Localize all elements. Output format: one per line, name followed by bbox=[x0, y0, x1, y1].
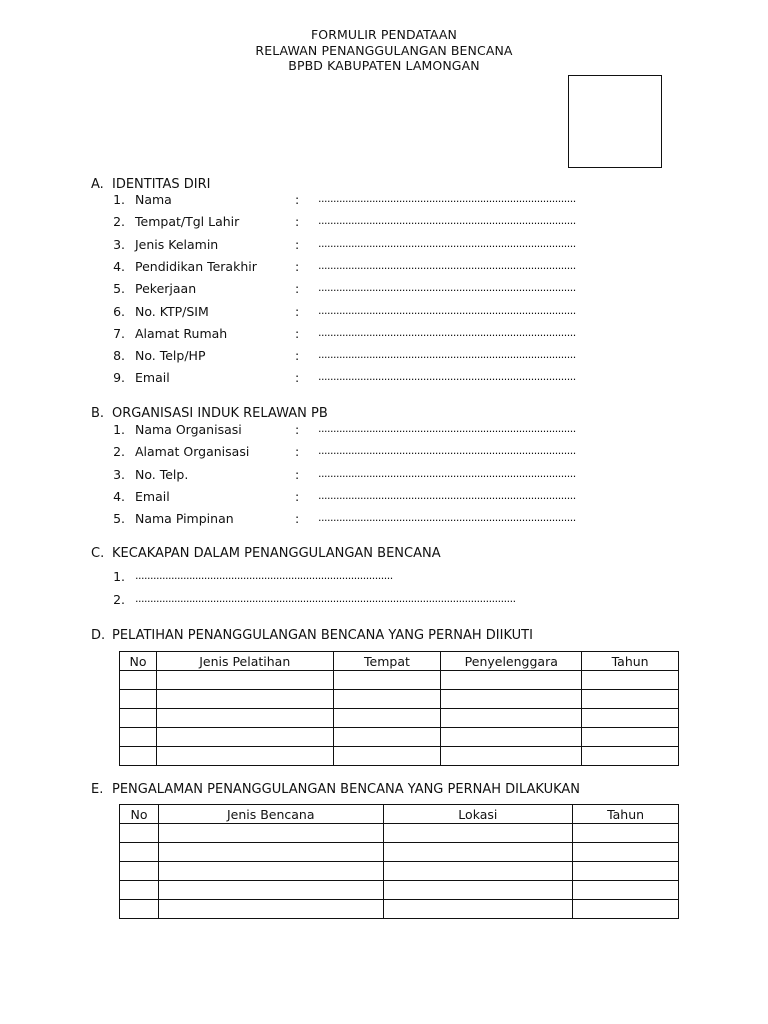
training-table-header bbox=[120, 652, 679, 671]
column-header-training-type: Jenis Pelatihan bbox=[156, 652, 333, 671]
table-cell[interactable] bbox=[582, 709, 679, 728]
form-title-line-1: FORMULIR PENDATAAN bbox=[311, 27, 457, 42]
field-number: 7. bbox=[113, 325, 125, 341]
table-cell[interactable] bbox=[582, 690, 679, 709]
table-cell[interactable] bbox=[441, 690, 582, 709]
field-separator: : bbox=[295, 370, 300, 386]
table-row bbox=[120, 862, 679, 881]
field-number: 4. bbox=[113, 488, 125, 504]
table-cell[interactable] bbox=[441, 728, 582, 747]
field-label: Pekerjaan bbox=[135, 281, 197, 297]
table-cell[interactable] bbox=[156, 747, 333, 766]
table-cell[interactable] bbox=[573, 824, 679, 843]
field-number: 1. bbox=[113, 422, 125, 437]
field-label: Email bbox=[135, 488, 170, 504]
field-label: Tempat/Tgl Lahir bbox=[135, 214, 240, 230]
table-cell[interactable] bbox=[383, 900, 573, 919]
table-cell[interactable] bbox=[582, 728, 679, 747]
table-cell[interactable] bbox=[120, 690, 157, 709]
field-number: 2. bbox=[113, 444, 125, 460]
field-input[interactable]: ...................................................................................... bbox=[318, 488, 576, 502]
table-row bbox=[120, 690, 679, 709]
field-input[interactable]: ...................................................................................... bbox=[318, 258, 576, 272]
table-cell[interactable] bbox=[158, 862, 383, 881]
field-label: Nama bbox=[135, 192, 172, 207]
skill-item-1-input[interactable]: ...................................................................................... bbox=[135, 569, 393, 582]
field-input[interactable]: ...................................................................................... bbox=[318, 214, 576, 228]
column-header-year: Tahun bbox=[582, 652, 679, 671]
table-cell[interactable] bbox=[156, 690, 333, 709]
experience-table bbox=[119, 804, 679, 919]
table-row bbox=[120, 824, 679, 843]
table-cell[interactable] bbox=[333, 671, 441, 690]
field-input[interactable]: ...................................................................................... bbox=[318, 281, 576, 295]
column-header-place: Tempat bbox=[333, 652, 441, 671]
section-c-title: KECAKAPAN DALAM PENANGGULANGAN BENCANA bbox=[112, 546, 441, 561]
field-separator: : bbox=[295, 258, 300, 274]
column-header-organizer: Penyelenggara bbox=[441, 652, 582, 671]
skill-item-number: 2. bbox=[113, 592, 125, 607]
table-cell[interactable] bbox=[120, 709, 157, 728]
field-input[interactable]: ...................................................................................... bbox=[318, 444, 576, 458]
table-cell[interactable] bbox=[573, 900, 679, 919]
field-label: Jenis Kelamin bbox=[135, 236, 219, 252]
field-number: 1. bbox=[113, 192, 125, 207]
field-number: 2. bbox=[113, 214, 125, 230]
section-d-letter: D. bbox=[91, 628, 106, 643]
table-cell[interactable] bbox=[582, 747, 679, 766]
field-number: 5. bbox=[113, 511, 125, 527]
skill-item-2-input[interactable]: ............................................................................................................................... bbox=[135, 592, 516, 605]
field-input[interactable]: ...................................................................................... bbox=[318, 466, 576, 480]
table-cell[interactable] bbox=[120, 862, 159, 881]
table-cell[interactable] bbox=[158, 881, 383, 900]
form-title-line-3: BPBD KABUPATEN LAMONGAN bbox=[288, 58, 480, 73]
field-separator: : bbox=[295, 466, 300, 482]
field-separator: : bbox=[295, 214, 300, 230]
table-cell[interactable] bbox=[383, 843, 573, 862]
field-label: Nama Pimpinan bbox=[135, 511, 234, 527]
training-table bbox=[119, 651, 679, 766]
field-input[interactable]: ...................................................................................... bbox=[318, 511, 576, 525]
table-row bbox=[120, 843, 679, 862]
section-a-letter: A. bbox=[91, 177, 104, 192]
table-cell[interactable] bbox=[573, 881, 679, 900]
field-label: Alamat Organisasi bbox=[135, 444, 250, 460]
table-cell[interactable] bbox=[158, 843, 383, 862]
skill-item-number: 1. bbox=[113, 569, 125, 584]
field-label: Email bbox=[135, 370, 170, 386]
table-row bbox=[120, 728, 679, 747]
column-header-year: Tahun bbox=[573, 805, 679, 824]
table-cell[interactable] bbox=[120, 900, 159, 919]
field-input[interactable]: ...................................................................................... bbox=[318, 192, 576, 205]
field-input[interactable]: ...................................................................................... bbox=[318, 422, 576, 435]
experience-table-header bbox=[120, 805, 679, 824]
table-cell[interactable] bbox=[120, 671, 157, 690]
field-input[interactable]: ...................................................................................... bbox=[318, 370, 576, 384]
table-cell[interactable] bbox=[573, 862, 679, 881]
table-cell[interactable] bbox=[333, 747, 441, 766]
section-e-title: PENGALAMAN PENANGGULANGAN BENCANA YANG PERNAH DILAKUKAN bbox=[112, 782, 581, 797]
column-header-disaster-type: Jenis Bencana bbox=[158, 805, 383, 824]
section-e-letter: E. bbox=[91, 782, 104, 797]
table-cell[interactable] bbox=[120, 824, 159, 843]
table-cell[interactable] bbox=[120, 843, 159, 862]
field-separator: : bbox=[295, 236, 300, 252]
column-header-no: No bbox=[120, 805, 159, 824]
column-header-no: No bbox=[120, 652, 157, 671]
table-cell[interactable] bbox=[441, 671, 582, 690]
table-cell[interactable] bbox=[333, 690, 441, 709]
field-number: 4. bbox=[113, 258, 125, 274]
field-label: No. KTP/SIM bbox=[135, 303, 209, 319]
table-cell[interactable] bbox=[441, 709, 582, 728]
field-separator: : bbox=[295, 422, 300, 437]
section-b-title: ORGANISASI INDUK RELAWAN PB bbox=[112, 406, 328, 421]
table-cell[interactable] bbox=[120, 881, 159, 900]
table-cell[interactable] bbox=[383, 881, 573, 900]
field-separator: : bbox=[295, 281, 300, 297]
field-separator: : bbox=[295, 511, 300, 527]
column-header-location: Lokasi bbox=[383, 805, 573, 824]
table-cell[interactable] bbox=[158, 900, 383, 919]
field-label: Pendidikan Terakhir bbox=[135, 258, 257, 274]
field-separator: : bbox=[295, 303, 300, 319]
section-c-letter: C. bbox=[91, 546, 105, 561]
table-cell[interactable] bbox=[573, 843, 679, 862]
field-label: Nama Organisasi bbox=[135, 422, 242, 437]
field-number: 6. bbox=[113, 303, 125, 319]
table-cell[interactable] bbox=[158, 824, 383, 843]
section-d-title: PELATIHAN PENANGGULANGAN BENCANA YANG PERNAH DIIKUTI bbox=[112, 628, 533, 643]
table-cell[interactable] bbox=[333, 709, 441, 728]
table-cell[interactable] bbox=[120, 728, 157, 747]
table-cell[interactable] bbox=[441, 747, 582, 766]
table-cell[interactable] bbox=[383, 862, 573, 881]
field-number: 9. bbox=[113, 370, 125, 386]
field-number: 5. bbox=[113, 281, 125, 297]
table-row bbox=[120, 709, 679, 728]
photo-box[interactable] bbox=[568, 75, 662, 168]
table-cell[interactable] bbox=[582, 671, 679, 690]
field-label: Alamat Rumah bbox=[135, 325, 228, 341]
field-input[interactable]: ...................................................................................... bbox=[318, 303, 576, 317]
field-separator: : bbox=[295, 325, 300, 341]
form-title-line-2: RELAWAN PENANGGULANGAN BENCANA bbox=[255, 43, 513, 58]
field-separator: : bbox=[295, 444, 300, 460]
table-cell[interactable] bbox=[156, 709, 333, 728]
field-number: 3. bbox=[113, 466, 125, 482]
field-label: No. Telp/HP bbox=[135, 348, 206, 364]
table-cell[interactable] bbox=[156, 728, 333, 747]
table-row bbox=[120, 881, 679, 900]
field-input[interactable]: ...................................................................................... bbox=[318, 348, 576, 362]
table-row bbox=[120, 671, 679, 690]
field-separator: : bbox=[295, 348, 300, 364]
table-row bbox=[120, 747, 679, 766]
table-cell[interactable] bbox=[156, 671, 333, 690]
field-number: 8. bbox=[113, 348, 125, 364]
field-separator: : bbox=[295, 192, 300, 207]
field-number: 3. bbox=[113, 236, 125, 252]
table-cell[interactable] bbox=[333, 728, 441, 747]
field-label: No. Telp. bbox=[135, 466, 189, 482]
table-cell[interactable] bbox=[120, 747, 157, 766]
section-a-title: IDENTITAS DIRI bbox=[112, 177, 211, 192]
section-b-letter: B. bbox=[91, 406, 105, 421]
table-row bbox=[120, 900, 679, 919]
field-input[interactable]: ...................................................................................... bbox=[318, 236, 576, 250]
field-input[interactable]: ...................................................................................... bbox=[318, 325, 576, 339]
field-separator: : bbox=[295, 488, 300, 504]
table-cell[interactable] bbox=[383, 824, 573, 843]
